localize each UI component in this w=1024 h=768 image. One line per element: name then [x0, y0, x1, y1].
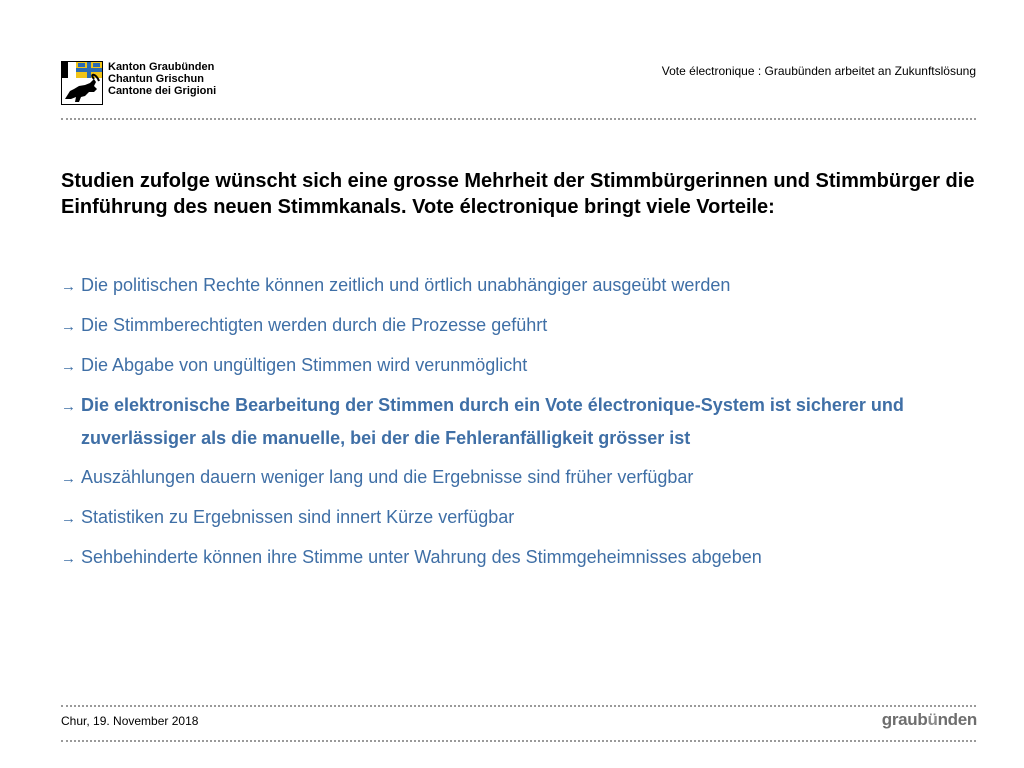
graubuenden-coat-of-arms-icon [61, 61, 103, 105]
arrow-right-icon: → [61, 318, 76, 335]
advantages-list [61, 270, 981, 582]
arrow-right-icon: → [61, 358, 76, 375]
arrow-right-icon: → [61, 550, 76, 567]
list-item [61, 270, 981, 303]
canton-name-romansh: Chantun Grischun [108, 73, 204, 85]
canton-logo [61, 61, 216, 105]
list-item-text: Die politischen Rechte können zeitlich und örtlich unabhängiger ausgeübt werden [81, 275, 731, 295]
canton-name-german: Kanton Graubünden [108, 61, 215, 73]
footer-divider-top [61, 705, 976, 707]
footer-divider-bottom [61, 740, 976, 742]
list-item [61, 310, 981, 343]
canton-names [108, 61, 216, 97]
brand-logo-prefix: graub [881, 710, 928, 729]
list-item-text: Statistiken zu Ergebnissen sind innert Kürze verfügbar [81, 507, 515, 527]
brand-logo-u-mark: ü [927, 710, 938, 729]
list-item-text: Sehbehinderte können ihre Stimme unter Wahrung des Stimmgeheimnisses abgeben [81, 547, 762, 567]
list-item-text: Die elektronische Bearbeitung der Stimmen durch ein Vote électronique-System ist sicherer und zuverlässiger als die manuelle, bei der die Fehleranfälligkeit grösser ist [81, 395, 904, 448]
arrow-right-icon: → [61, 510, 76, 527]
list-item [61, 390, 981, 455]
lead-paragraph: Studien zufolge wünscht sich eine grosse Mehrheit der Stimmbürgerinnen und Stimmbürger die Einführung des neuen Stimmkanals. Vote électronique bringt viele Vorteile: [61, 170, 975, 218]
list-item [61, 502, 981, 535]
arrow-right-icon: → [61, 398, 76, 415]
list-item [61, 542, 981, 575]
graubuenden-brand-logo [882, 710, 977, 730]
list-item [61, 350, 981, 383]
brand-logo-suffix: nden [937, 710, 977, 729]
header-divider [61, 118, 976, 120]
header-title: Vote électronique : Graubünden arbeitet an Zukunftslösung [661, 64, 976, 78]
list-item-text: Auszählungen dauern weniger lang und die Ergebnisse sind früher verfügbar [81, 467, 694, 487]
canton-name-italian: Cantone dei Grigioni [108, 85, 217, 97]
footer-date: Chur, 19. November 2018 [61, 714, 199, 728]
arrow-right-icon: → [61, 470, 76, 487]
list-item-text: Die Stimmberechtigten werden durch die Prozesse geführt [81, 315, 548, 335]
arrow-right-icon: → [61, 278, 76, 295]
list-item [61, 462, 981, 495]
list-item-text: Die Abgabe von ungültigen Stimmen wird verunmöglicht [81, 355, 528, 375]
